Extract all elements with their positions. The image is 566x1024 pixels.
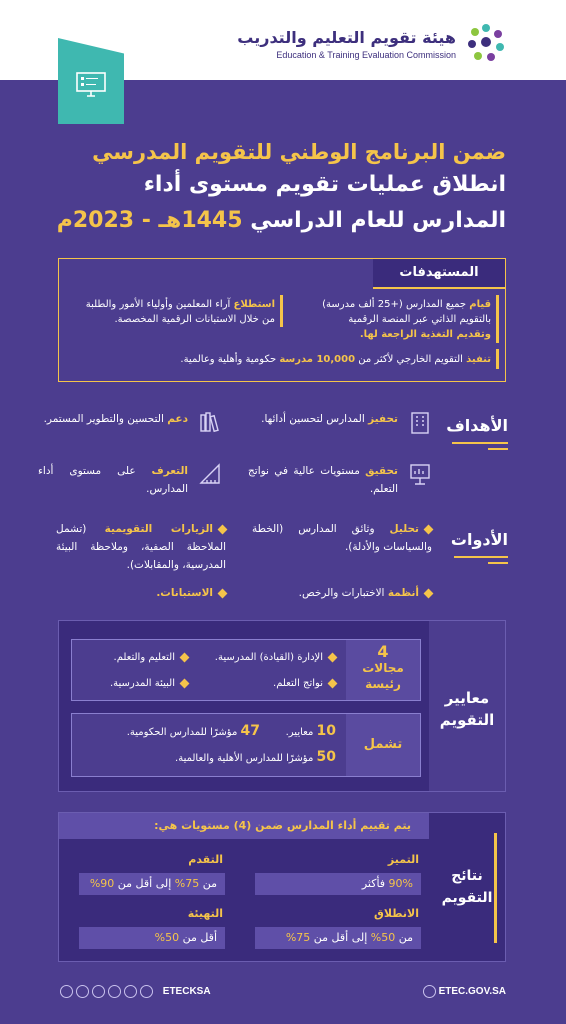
criteria-heading: معايير التقويم	[429, 621, 505, 791]
results-heading: نتائج التقويم	[441, 868, 493, 906]
linkedin-icon[interactable]	[60, 985, 73, 998]
domains-box	[71, 639, 421, 701]
targets-heading: المستهدفات	[373, 259, 505, 289]
instagram-icon[interactable]	[76, 985, 89, 998]
level-1-range: 90% فأكثر	[255, 873, 421, 895]
tool-1: تحليل وثائق المدارس (الخطة والسياسات والأدلة).	[252, 523, 432, 553]
level-3-range: من 50% إلى أقل من 75%	[255, 927, 421, 949]
tools-heading: الأدوات	[450, 530, 508, 549]
criteria-count: 10 معايير.	[285, 723, 336, 739]
target-item-2: استطلاع آراء المعلمين وأولياء الأمور والطلبة من خلال الاستبانات الرقمية المخصصة.	[85, 299, 275, 325]
level-4-name: التهيئة	[187, 907, 223, 920]
monitor-checklist-icon	[76, 72, 106, 98]
books-icon	[198, 410, 222, 434]
domain-2: التعليم والتعلم.	[114, 650, 188, 665]
tool-2: الزيارات التقويمية (تشمل الملاحظة الصفية، وملاحظة البيئة المدرسية، والمقابلات).	[56, 523, 226, 571]
org-name-ar: هيئة تقويم التعليم والتدريب	[237, 28, 456, 47]
results-panel	[58, 812, 506, 962]
level-2-range: من 75% إلى أقل من 90%	[79, 873, 225, 895]
snapchat-icon[interactable]	[108, 985, 121, 998]
domain-3: نواتج التعلم.	[273, 676, 336, 691]
year-label: 1445هـ - 2023م	[56, 208, 243, 233]
includes-box	[71, 713, 421, 777]
level-2-name: التقدم	[188, 853, 223, 866]
domain-4: البيئة المدرسية.	[110, 676, 188, 691]
youtube-icon[interactable]	[92, 985, 105, 998]
includes-tag: تشمل	[346, 714, 420, 776]
tool-4: الاستبانات.	[56, 584, 226, 602]
tool-3: أنظمة الاختبارات والرخص.	[252, 584, 432, 602]
goal-4: التعرف على مستوى أداء المدارس.	[38, 465, 188, 495]
target-item-1: قيام جميع المدارس (+25 ألف مدرسة) بالتقويم الذاتي عبر المنصة الرقمية وتقديم التغذية الراجعة لها.	[322, 299, 491, 340]
domains-tag: 4 مجالات رئيسة	[346, 640, 420, 700]
building-icon	[408, 410, 432, 434]
goals-heading: الأهداف	[446, 416, 508, 435]
targets-box	[58, 258, 506, 382]
private-indicators: 50 مؤشرًا للمدارس الأهلية والعالمية.	[175, 749, 336, 765]
level-4-range: أقل من 50%	[79, 927, 225, 949]
website-link[interactable]: ETEC.GOV.SA	[423, 985, 506, 998]
goal-2: دعم التحسين والتطوير المستمر.	[43, 413, 188, 425]
subtitle: ضمن البرنامج الوطني للتقويم المدرسي	[92, 140, 506, 164]
criteria-panel	[58, 620, 506, 792]
org-name-en: Education & Training Evaluation Commission	[276, 50, 456, 60]
etec-logo-icon	[464, 20, 508, 64]
domain-1: الإدارة (القيادة) المدرسية.	[215, 650, 336, 665]
social-handle: ETECKSA	[60, 985, 211, 998]
target-item-3: تنفيذ التقويم الخارجي لأكثر من 10,000 مدرسة حكومية وأهلية وعالمية.	[180, 354, 491, 365]
title-line-1: انطلاق عمليات تقويم مستوى أداء	[143, 172, 506, 197]
globe-icon	[423, 985, 436, 998]
level-1-name: التميز	[387, 853, 419, 866]
goal-3: تحقيق مستويات عالية في نواتج التعلم.	[248, 465, 398, 495]
level-3-name: الانطلاق	[374, 907, 419, 920]
results-intro: يتم تقييم أداء المدارس ضمن (4) مستويات هي:	[59, 813, 429, 839]
ruler-triangle-icon	[198, 462, 222, 486]
facebook-icon[interactable]	[124, 985, 137, 998]
gov-indicators: 47 مؤشرًا للمدارس الحكومية.	[126, 723, 260, 739]
twitter-icon[interactable]	[140, 985, 153, 998]
goal-1: تحفيز المدارس لتحسين أدائها.	[261, 413, 398, 425]
title-line-2: المدارس للعام الدراسي 1445هـ - 2023م	[56, 208, 506, 233]
presentation-chart-icon	[408, 462, 432, 486]
